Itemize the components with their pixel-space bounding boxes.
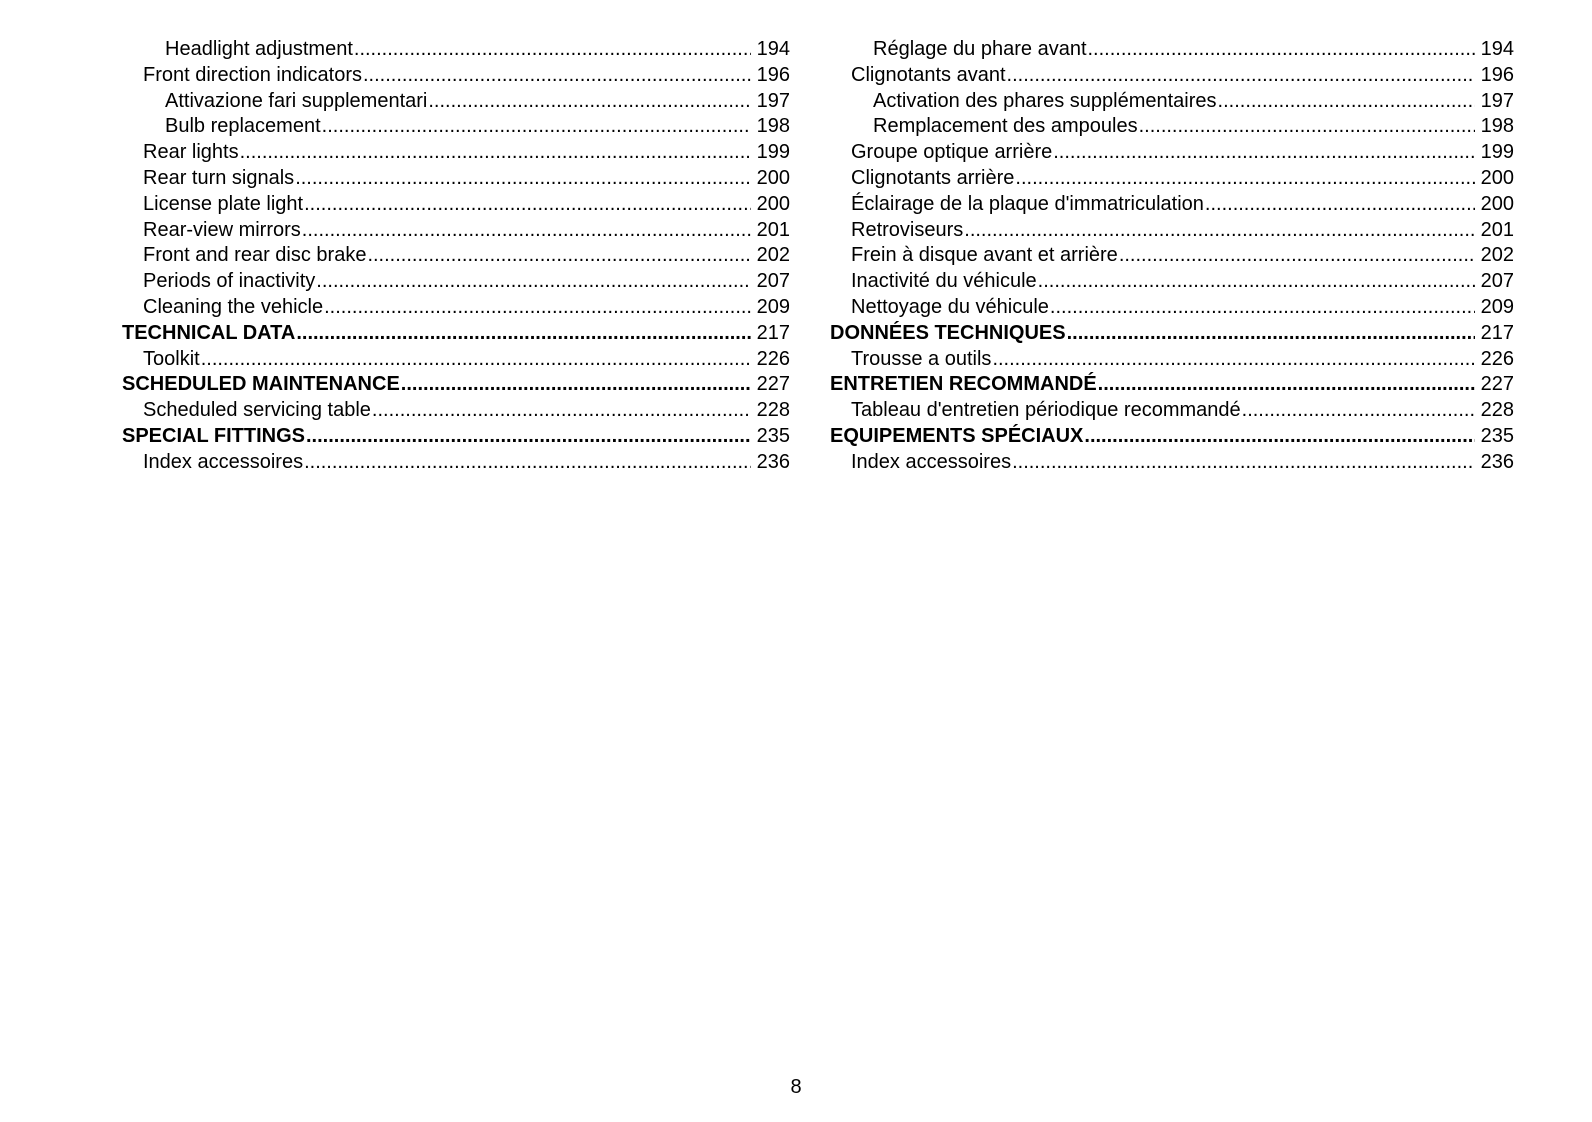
toc-entry-page: 199 (756, 141, 790, 164)
toc-dot-leader (401, 372, 751, 398)
toc-entry-title: Headlight adjustment (165, 38, 353, 60)
toc-dot-leader (1007, 63, 1475, 89)
toc-entry-page: 209 (1480, 295, 1514, 318)
toc-dot-leader (295, 166, 750, 192)
toc-entry[interactable] (830, 398, 1514, 424)
toc-entry-title: Retroviseurs (851, 218, 964, 241)
toc-entry-title: Frein à disque avant et arrière (851, 244, 1118, 267)
toc-entry-page: 200 (1480, 166, 1514, 189)
toc-entry-page: 202 (1480, 244, 1514, 267)
toc-entry-title: Front direction indicators (143, 63, 362, 86)
toc-entry-title: Inactivité du véhicule (851, 270, 1037, 293)
toc-dot-leader (363, 63, 751, 89)
toc-entry-title: Tableau d'entretien périodique recommandé (851, 399, 1241, 422)
toc-dot-leader (324, 295, 751, 321)
toc-entry-page: 200 (756, 166, 790, 189)
toc-dot-leader (1050, 295, 1475, 321)
toc-dot-leader (306, 424, 751, 450)
toc-entry[interactable] (830, 140, 1514, 166)
toc-entry[interactable] (122, 166, 790, 192)
toc-column-english (122, 37, 790, 476)
toc-dot-leader (296, 321, 750, 347)
toc-entry[interactable] (122, 372, 790, 398)
toc-entry[interactable] (830, 192, 1514, 218)
toc-entry-page: 228 (756, 399, 790, 422)
toc-entry-page: 199 (1480, 141, 1514, 164)
toc-entry-title: Front and rear disc brake (143, 244, 367, 267)
toc-entry[interactable] (830, 89, 1514, 115)
toc-entry-title: SCHEDULED MAINTENANCE (122, 373, 400, 396)
toc-entry-title: DONNÉES TECHNIQUES (830, 321, 1066, 344)
toc-entry[interactable] (122, 450, 790, 476)
toc-entry[interactable] (830, 269, 1514, 295)
toc-dot-leader (302, 218, 751, 244)
toc-entry-title: Éclairage de la plaque d'immatriculation (851, 192, 1204, 215)
toc-entry-page: 196 (756, 63, 790, 86)
toc-entry-title: Clignotants arrière (851, 166, 1015, 189)
toc-entry-page: 202 (756, 244, 790, 267)
toc-entry-page: 235 (1480, 424, 1514, 447)
toc-entry-title: Index accessoires (851, 450, 1012, 473)
toc-entry-page: 196 (1480, 63, 1514, 86)
toc-entry[interactable] (122, 89, 790, 115)
toc-entry[interactable] (830, 114, 1514, 140)
toc-entry-title: Activation des phares supplémentaires (873, 89, 1217, 112)
toc-entry-title: Toolkit (143, 347, 200, 370)
toc-entry-title: Groupe optique arrière (851, 141, 1053, 164)
toc-entry-page: 207 (756, 270, 790, 293)
toc-entry[interactable] (830, 295, 1514, 321)
toc-entry-page: 236 (1480, 450, 1514, 473)
toc-entry-page: 227 (756, 373, 790, 396)
toc-entry-title: Réglage du phare avant (873, 38, 1087, 60)
toc-entry-title: Index accessoires (143, 450, 304, 473)
toc-entry-title: Bulb replacement (165, 115, 321, 138)
toc-entry[interactable] (122, 192, 790, 218)
toc-dot-leader (322, 114, 751, 140)
toc-entry-page: 217 (756, 321, 790, 344)
toc-dot-leader (1067, 321, 1475, 347)
toc-entry[interactable] (830, 243, 1514, 269)
toc-dot-leader (354, 37, 751, 63)
toc-entry-title: SPECIAL FITTINGS (122, 424, 305, 447)
toc-dot-leader (1015, 166, 1474, 192)
toc-dot-leader (1242, 398, 1475, 424)
toc-entry-page: 209 (756, 295, 790, 318)
toc-dot-leader (1084, 424, 1474, 450)
toc-entry-title: Trousse a outils (851, 347, 992, 370)
toc-dot-leader (201, 347, 751, 373)
toc-dot-leader (1218, 89, 1475, 115)
toc-entry-title: Remplacement des ampoules (873, 115, 1138, 138)
toc-entry[interactable] (122, 243, 790, 269)
toc-entry-page: 235 (756, 424, 790, 447)
toc-entry-title: Attivazione fari supplementari (165, 89, 428, 112)
toc-entry[interactable] (830, 37, 1514, 63)
toc-entry-page: 226 (1480, 347, 1514, 370)
toc-dot-leader (992, 347, 1474, 373)
toc-dot-leader (1088, 37, 1475, 63)
toc-dot-leader (964, 218, 1474, 244)
toc-entry-page: 228 (1480, 399, 1514, 422)
toc-entry[interactable] (830, 372, 1514, 398)
toc-entry[interactable] (122, 398, 790, 424)
toc-entry-page: 217 (1480, 321, 1514, 344)
toc-entry-page: 227 (1480, 373, 1514, 396)
toc-entry[interactable] (830, 450, 1514, 476)
toc-dot-leader (304, 192, 751, 218)
toc-dot-leader (1053, 140, 1474, 166)
toc-entry-page: 198 (756, 115, 790, 138)
toc-entry[interactable] (122, 347, 790, 373)
toc-entry-title: Nettoyage du véhicule (851, 295, 1049, 318)
toc-entry-title: Clignotants avant (851, 63, 1006, 86)
toc-entry-page: 200 (756, 192, 790, 215)
toc-entry-page: 207 (1480, 270, 1514, 293)
toc-dot-leader (1098, 372, 1475, 398)
toc-dot-leader (1119, 243, 1475, 269)
toc-dot-leader (372, 398, 751, 424)
toc-entry[interactable] (122, 63, 790, 89)
toc-entry[interactable] (830, 218, 1514, 244)
toc-entry-title: TECHNICAL DATA (122, 321, 296, 344)
toc-entry-title: EQUIPEMENTS SPÉCIAUX (830, 424, 1084, 447)
toc-entry[interactable] (122, 424, 790, 450)
toc-entry-page: 197 (756, 89, 790, 112)
toc-entry[interactable] (122, 321, 790, 347)
toc-entry-page: 200 (1480, 192, 1514, 215)
toc-entry-page: 226 (756, 347, 790, 370)
toc-entry-title: ENTRETIEN RECOMMANDÉ (830, 373, 1097, 396)
toc-entry-page: 201 (756, 218, 790, 241)
toc-entry-title: Rear lights (143, 141, 239, 164)
toc-entry-title: Rear-view mirrors (143, 218, 301, 241)
toc-dot-leader (1139, 114, 1475, 140)
toc-entry-title: Scheduled servicing table (143, 399, 371, 422)
toc-entry-title: Cleaning the vehicle (143, 295, 324, 318)
toc-entry-page: 198 (1480, 115, 1514, 138)
toc-entry-page: 201 (1480, 218, 1514, 241)
toc-entry[interactable] (122, 140, 790, 166)
toc-dot-leader (428, 89, 750, 115)
toc-entry[interactable] (830, 63, 1514, 89)
toc-entry[interactable] (830, 321, 1514, 347)
toc-entry[interactable] (122, 37, 790, 63)
toc-entry[interactable] (122, 114, 790, 140)
toc-entry[interactable] (830, 424, 1514, 450)
toc-entry-title: Periods of inactivity (143, 270, 316, 293)
toc-dot-leader (304, 450, 751, 476)
toc-dot-leader (240, 140, 751, 166)
toc-dot-leader (1038, 269, 1475, 295)
toc-entry[interactable] (830, 347, 1514, 373)
toc-dot-leader (316, 269, 750, 295)
toc-entry-page: 197 (1480, 89, 1514, 112)
toc-entry[interactable] (122, 218, 790, 244)
toc-dot-leader (1012, 450, 1475, 476)
page-number: 8 (790, 1076, 802, 1098)
toc-entry-page: 236 (756, 450, 790, 473)
toc-entry-title: Rear turn signals (143, 166, 295, 189)
toc-entry-page: 194 (756, 38, 790, 60)
toc-entry-page: 194 (1480, 38, 1514, 60)
toc-dot-leader (1205, 192, 1475, 218)
toc-entry[interactable] (122, 269, 790, 295)
toc-entry[interactable] (830, 166, 1514, 192)
toc-entry[interactable] (122, 295, 790, 321)
toc-column-french (830, 37, 1514, 476)
toc-dot-leader (367, 243, 750, 269)
toc-entry-title: License plate light (143, 192, 304, 215)
